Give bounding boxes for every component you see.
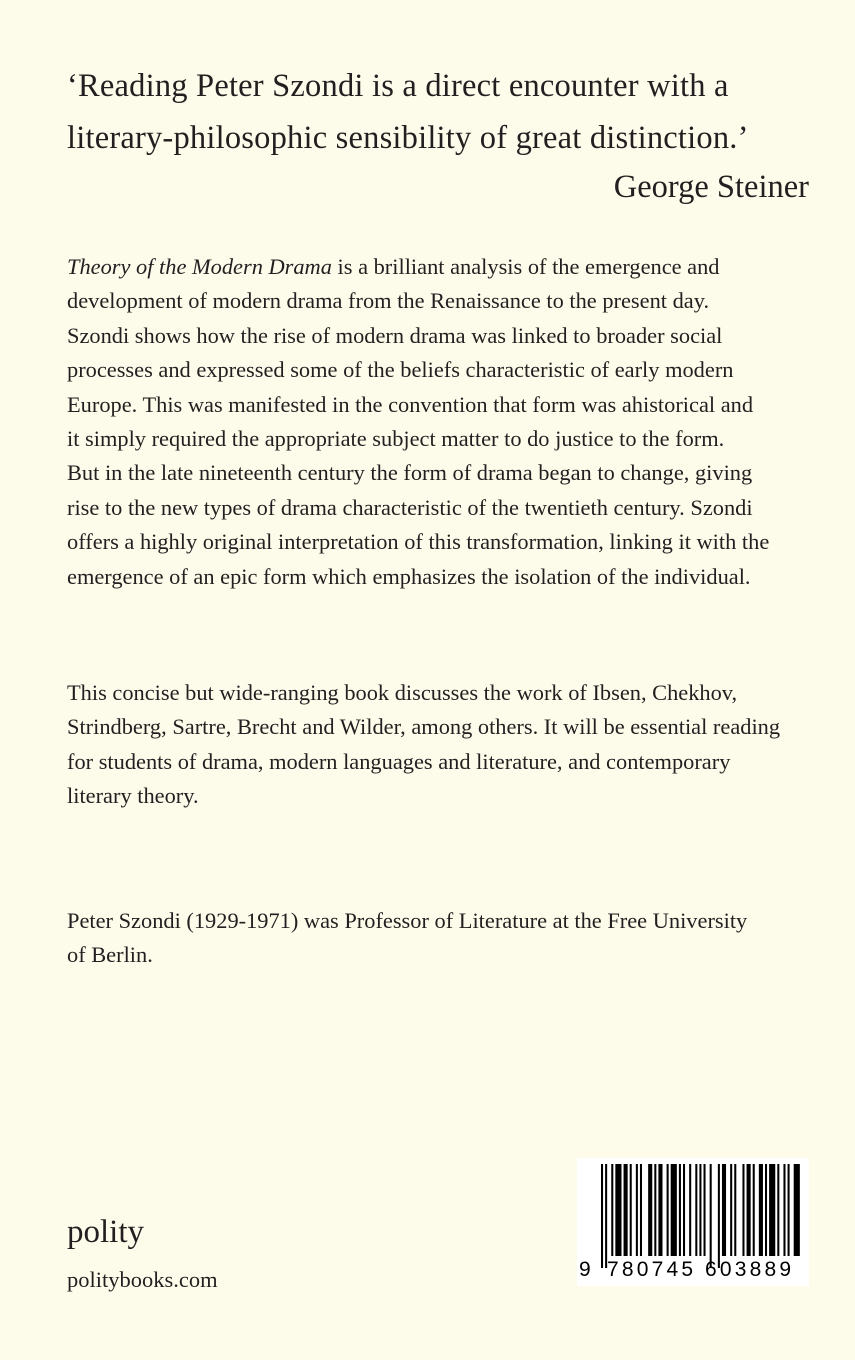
- description-line: processes and expressed some of the beliefs characteristic of early modern: [67, 357, 734, 383]
- barcode-bar: [611, 1164, 613, 1256]
- isbn-barcode: [577, 1158, 809, 1286]
- barcode-bar: [753, 1164, 755, 1256]
- description-line-1-rest: is a brilliant analysis of the emergence and: [331, 254, 720, 279]
- barcode-bar: [605, 1164, 607, 1268]
- summary-line: This concise but wide-ranging book discusses the work of Ibsen, Chekhov,: [67, 680, 738, 705]
- description-line: emergence of an epic form which emphasizes the isolation of the individual.: [67, 563, 751, 589]
- author-bio-line: Peter Szondi (1929-1971) was Professor of Literature at the Free University: [67, 908, 748, 933]
- summary-line: for students of drama, modern languages and literature, and contemporary: [67, 748, 731, 774]
- description-line-1: [67, 250, 812, 284]
- barcode-bar: [695, 1164, 697, 1256]
- barcode-bar: [794, 1164, 800, 1256]
- quote-line-1: ‘Reading Peter Szondi is a direct encounter with a: [67, 68, 729, 104]
- barcode-bar: [783, 1164, 785, 1256]
- barcode-bar: [710, 1164, 712, 1268]
- barcode-digits: [577, 1257, 809, 1283]
- barcode-bar: [689, 1164, 691, 1256]
- description-line: Szondi shows how the rise of modern drama was linked to broader social: [67, 322, 723, 348]
- barcode-bar: [683, 1164, 685, 1256]
- barcode-bar: [765, 1164, 767, 1256]
- barcode-bar: [788, 1164, 790, 1256]
- barcode-bar: [699, 1164, 701, 1256]
- description-line: offers a highly original interpretation of this transformation, linking it with the: [67, 529, 770, 555]
- summary-paragraph: [67, 676, 812, 814]
- barcode-bar: [654, 1164, 656, 1256]
- barcode-bar: [648, 1164, 652, 1256]
- barcode-bar: [718, 1164, 720, 1268]
- barcode-bar: [777, 1164, 779, 1256]
- barcode-digit-prefix: 9: [579, 1258, 591, 1281]
- barcode-bar: [769, 1164, 775, 1256]
- barcode-bar: [747, 1164, 751, 1256]
- barcode-bar: [624, 1164, 628, 1256]
- barcode-digits-right: 603889: [705, 1258, 795, 1281]
- barcode-bar: [615, 1164, 621, 1256]
- barcode-bar: [630, 1164, 632, 1256]
- barcode-bar: [636, 1164, 638, 1256]
- description-line: development of modern drama from the Renaissance to the present day.: [67, 288, 710, 314]
- publisher-logo: polity: [67, 1214, 145, 1250]
- book-title: Theory of the Modern Drama: [67, 254, 332, 279]
- barcode-bar: [722, 1164, 726, 1256]
- description-line: Europe. This was manifested in the convention that form was ahistorical and: [67, 391, 754, 417]
- barcode-bar: [679, 1164, 681, 1256]
- barcode-digits-left: 780745: [607, 1258, 697, 1281]
- barcode-bar: [601, 1164, 603, 1268]
- barcode-bar: [742, 1164, 744, 1256]
- barcode-bar: [640, 1164, 642, 1256]
- summary-line: literary theory.: [67, 783, 199, 809]
- description-line: rise to the new types of drama characteristic of the twentieth century. Szondi: [67, 494, 753, 520]
- publisher-website: politybooks.com: [67, 1267, 218, 1292]
- barcode-bar: [667, 1164, 669, 1256]
- summary-line: Strindberg, Sartre, Brecht and Wilder, among others. It will be essential reading: [67, 714, 781, 740]
- description-line: it simply required the appropriate subject matter to do justice to the form.: [67, 426, 725, 452]
- barcode-bar: [730, 1164, 732, 1256]
- barcode-bar: [671, 1164, 677, 1256]
- description-paragraph: [67, 250, 812, 594]
- author-bio: [67, 904, 812, 973]
- barcode-bar: [658, 1164, 662, 1256]
- description-line: But in the late nineteenth century the form of drama began to change, giving: [67, 460, 753, 486]
- author-bio-line: of Berlin.: [67, 942, 153, 968]
- quote-line-2: literary-philosophic sensibility of great distinction.’: [67, 120, 749, 156]
- barcode-bar: [759, 1164, 763, 1256]
- barcode-bar: [704, 1164, 706, 1256]
- barcode-bar: [734, 1164, 736, 1256]
- endorsement-quote: [67, 60, 827, 164]
- quote-attribution: George Steiner: [613, 169, 809, 205]
